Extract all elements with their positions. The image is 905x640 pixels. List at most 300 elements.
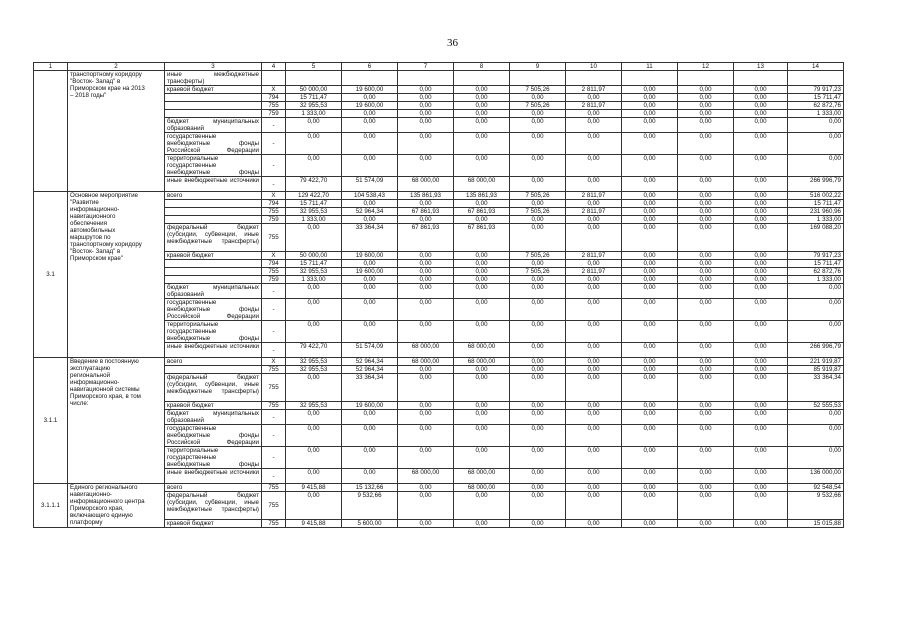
- value-cell: 0,00: [734, 299, 788, 321]
- budget-code-cell: -: [262, 299, 286, 321]
- value-cell: 0,00: [734, 200, 788, 208]
- total-value-cell: 0,00: [788, 284, 844, 299]
- total-value-cell: 79 917,23: [788, 252, 844, 260]
- value-cell: 52 964,34: [342, 366, 398, 374]
- measure-name-line: навигационной системы: [70, 386, 140, 393]
- total-value-cell: 85 919,87: [788, 366, 844, 374]
- value-cell: 68 000,00: [454, 343, 510, 358]
- value-cell: 0,00: [678, 102, 734, 110]
- total-value-cell: 15 711,47: [788, 260, 844, 268]
- value-cell: 51 574,09: [342, 177, 398, 192]
- value-cell: 0,00: [510, 284, 566, 299]
- value-cell: 0,00: [678, 366, 734, 374]
- value-cell: 0,00: [510, 366, 566, 374]
- value-cell: 0,00: [566, 224, 622, 252]
- value-cell: 0,00: [510, 276, 566, 284]
- budget-code-cell: [262, 71, 286, 86]
- budget-code-cell: 755: [262, 374, 286, 402]
- funding-source-cell: бюджет муниципальных образований: [165, 118, 262, 133]
- value-cell: 2 811,97: [566, 86, 622, 94]
- value-cell: 32 955,53: [286, 268, 342, 276]
- value-cell: 68 000,00: [454, 358, 510, 366]
- budget-code-cell: -: [262, 410, 286, 425]
- budget-code-cell: 755: [262, 366, 286, 374]
- value-cell: 0,00: [454, 155, 510, 177]
- measure-name-line: транспортному коридору: [70, 71, 142, 78]
- value-cell: 0,00: [286, 284, 342, 299]
- value-cell: 0,00: [398, 520, 454, 528]
- value-cell: 0,00: [734, 469, 788, 484]
- value-cell: [454, 71, 510, 86]
- value-cell: 135 861,93: [398, 192, 454, 200]
- value-cell: 0,00: [678, 224, 734, 252]
- value-cell: 0,00: [622, 155, 678, 177]
- value-cell: 0,00: [454, 110, 510, 118]
- value-cell: 0,00: [286, 492, 342, 520]
- value-cell: 0,00: [510, 155, 566, 177]
- value-cell: 0,00: [398, 216, 454, 224]
- value-cell: 0,00: [454, 425, 510, 447]
- value-cell: 0,00: [622, 469, 678, 484]
- value-cell: 0,00: [342, 299, 398, 321]
- value-cell: 0,00: [734, 177, 788, 192]
- value-cell: 0,00: [678, 410, 734, 425]
- value-cell: 0,00: [342, 94, 398, 102]
- value-cell: 0,00: [398, 252, 454, 260]
- value-cell: 51 574,09: [342, 343, 398, 358]
- value-cell: 0,00: [678, 200, 734, 208]
- value-cell: 0,00: [734, 208, 788, 216]
- total-value-cell: 266 996,79: [788, 177, 844, 192]
- value-cell: 0,00: [566, 276, 622, 284]
- value-cell: 0,00: [678, 252, 734, 260]
- value-cell: 0,00: [454, 118, 510, 133]
- measure-name-line: Приморского края,: [70, 505, 124, 512]
- column-number-header: 4: [262, 63, 286, 71]
- value-cell: 0,00: [398, 260, 454, 268]
- value-cell: 135 861,93: [454, 192, 510, 200]
- measure-name-line: Единого регионального: [70, 484, 138, 491]
- value-cell: 0,00: [678, 260, 734, 268]
- budget-code-cell: 755: [262, 402, 286, 410]
- value-cell: 67 861,93: [454, 208, 510, 216]
- value-cell: 0,00: [678, 86, 734, 94]
- value-cell: 0,00: [398, 321, 454, 343]
- value-cell: 0,00: [678, 469, 734, 484]
- funding-source-cell: [165, 208, 262, 216]
- value-cell: 0,00: [286, 155, 342, 177]
- value-cell: 0,00: [510, 200, 566, 208]
- total-value-cell: 516 002,22: [788, 192, 844, 200]
- value-cell: 0,00: [734, 86, 788, 94]
- funding-source-cell: федеральный бюджет (субсидии, субвенции, иные межбюджетные трансферты): [165, 224, 262, 252]
- value-cell: 0,00: [398, 86, 454, 94]
- value-cell: 0,00: [678, 208, 734, 216]
- value-cell: 0,00: [622, 224, 678, 252]
- value-cell: 0,00: [734, 366, 788, 374]
- value-cell: 0,00: [622, 343, 678, 358]
- value-cell: 0,00: [510, 110, 566, 118]
- value-cell: 0,00: [566, 118, 622, 133]
- funding-source-cell: государственные внебюджетные фонды Российской Федерации: [165, 425, 262, 447]
- value-cell: 0,00: [622, 216, 678, 224]
- value-cell: 0,00: [678, 299, 734, 321]
- value-cell: 0,00: [342, 469, 398, 484]
- value-cell: 7 505,26: [510, 252, 566, 260]
- funding-source-cell: всего: [165, 192, 262, 200]
- value-cell: 0,00: [454, 321, 510, 343]
- column-number-header: 14: [788, 63, 844, 71]
- value-cell: 0,00: [678, 520, 734, 528]
- value-cell: 0,00: [678, 343, 734, 358]
- value-cell: 0,00: [622, 133, 678, 155]
- total-value-cell: 0,00: [788, 118, 844, 133]
- column-number-header: 9: [510, 63, 566, 71]
- budget-code-cell: X: [262, 358, 286, 366]
- total-value-cell: 136 000,00: [788, 469, 844, 484]
- value-cell: 68 000,00: [454, 177, 510, 192]
- value-cell: 0,00: [342, 410, 398, 425]
- measure-name-line: информационного центра: [70, 498, 145, 505]
- value-cell: 0,00: [678, 110, 734, 118]
- funding-source-cell: [165, 102, 262, 110]
- measure-name-line: навигационно-: [70, 491, 112, 498]
- funding-source-cell: [165, 268, 262, 276]
- value-cell: 0,00: [510, 343, 566, 358]
- value-cell: 0,00: [510, 321, 566, 343]
- value-cell: 0,00: [342, 276, 398, 284]
- value-cell: 7 505,26: [510, 208, 566, 216]
- value-cell: 0,00: [286, 447, 342, 469]
- value-cell: 15 711,47: [286, 200, 342, 208]
- budget-code-cell: -: [262, 177, 286, 192]
- value-cell: 0,00: [566, 492, 622, 520]
- value-cell: [398, 71, 454, 86]
- value-cell: 0,00: [678, 276, 734, 284]
- value-cell: 0,00: [510, 520, 566, 528]
- value-cell: 32 955,53: [286, 402, 342, 410]
- value-cell: 0,00: [454, 284, 510, 299]
- value-cell: 0,00: [454, 216, 510, 224]
- funding-source-cell: [165, 260, 262, 268]
- value-cell: 1 333,00: [286, 276, 342, 284]
- value-cell: 0,00: [566, 343, 622, 358]
- value-cell: 0,00: [566, 402, 622, 410]
- column-number-header: 13: [734, 63, 788, 71]
- value-cell: 0,00: [510, 425, 566, 447]
- value-cell: 0,00: [734, 484, 788, 492]
- value-cell: 0,00: [678, 133, 734, 155]
- value-cell: 0,00: [622, 425, 678, 447]
- funding-source-cell: [165, 110, 262, 118]
- value-cell: 15 711,47: [286, 260, 342, 268]
- funding-source-cell: государственные внебюджетные фонды Российской Федерации: [165, 133, 262, 155]
- header-row: [34, 63, 844, 71]
- funding-source-cell: [165, 366, 262, 374]
- measure-name-cell: [68, 358, 165, 484]
- total-value-cell: 79 917,23: [788, 86, 844, 94]
- value-cell: 0,00: [510, 299, 566, 321]
- value-cell: 0,00: [398, 410, 454, 425]
- measure-name-line: эксплуатацию: [70, 365, 111, 372]
- value-cell: 0,00: [566, 425, 622, 447]
- value-cell: 0,00: [510, 260, 566, 268]
- value-cell: 0,00: [734, 321, 788, 343]
- total-value-cell: 266 996,79: [788, 343, 844, 358]
- value-cell: 2 811,97: [566, 208, 622, 216]
- value-cell: 1 333,00: [286, 110, 342, 118]
- funding-source-cell: [165, 216, 262, 224]
- budget-code-cell: -: [262, 469, 286, 484]
- value-cell: 0,00: [734, 252, 788, 260]
- value-cell: 0,00: [622, 520, 678, 528]
- value-cell: 0,00: [678, 118, 734, 133]
- value-cell: 0,00: [286, 224, 342, 252]
- value-cell: 0,00: [342, 155, 398, 177]
- value-cell: 0,00: [454, 133, 510, 155]
- column-number-header: 7: [398, 63, 454, 71]
- value-cell: 0,00: [454, 252, 510, 260]
- measure-name-line: Приморском крае": [70, 255, 123, 262]
- measure-name-line: "Развитие: [70, 199, 99, 206]
- measure-name-line: "Восток- Запад" в: [70, 248, 121, 255]
- value-cell: 0,00: [622, 118, 678, 133]
- value-cell: 0,00: [342, 425, 398, 447]
- budget-code-cell: 759: [262, 216, 286, 224]
- value-cell: 0,00: [286, 118, 342, 133]
- value-cell: 0,00: [398, 110, 454, 118]
- value-cell: 0,00: [678, 492, 734, 520]
- value-cell: 0,00: [566, 216, 622, 224]
- value-cell: 1 333,00: [286, 216, 342, 224]
- value-cell: 0,00: [342, 110, 398, 118]
- value-cell: 0,00: [622, 208, 678, 216]
- value-cell: 0,00: [566, 299, 622, 321]
- value-cell: 0,00: [510, 94, 566, 102]
- value-cell: 0,00: [398, 276, 454, 284]
- value-cell: 0,00: [398, 402, 454, 410]
- value-cell: 0,00: [454, 94, 510, 102]
- value-cell: 0,00: [342, 447, 398, 469]
- budget-code-cell: 794: [262, 94, 286, 102]
- value-cell: 0,00: [678, 177, 734, 192]
- value-cell: 0,00: [622, 177, 678, 192]
- total-value-cell: 1 333,00: [788, 276, 844, 284]
- value-cell: 0,00: [622, 260, 678, 268]
- value-cell: 0,00: [622, 102, 678, 110]
- measure-name-line: автомобильных: [70, 227, 116, 234]
- value-cell: 0,00: [454, 492, 510, 520]
- value-cell: 0,00: [734, 447, 788, 469]
- funding-source-cell: иные внебюджетные источники: [165, 177, 262, 192]
- total-value-cell: 0,00: [788, 155, 844, 177]
- value-cell: 0,00: [678, 402, 734, 410]
- value-cell: 0,00: [398, 268, 454, 276]
- value-cell: 0,00: [734, 284, 788, 299]
- value-cell: 9 415,88: [286, 484, 342, 492]
- value-cell: 0,00: [510, 492, 566, 520]
- value-cell: 0,00: [398, 366, 454, 374]
- value-cell: 0,00: [510, 216, 566, 224]
- total-value-cell: 0,00: [788, 447, 844, 469]
- funding-source-cell: территориальные государственные внебюджетные фонды: [165, 321, 262, 343]
- funding-source-cell: бюджет муниципальных образований: [165, 284, 262, 299]
- value-cell: 0,00: [622, 358, 678, 366]
- budget-code-cell: 755: [262, 208, 286, 216]
- measure-name-line: маршрутов по: [70, 234, 111, 241]
- value-cell: 0,00: [622, 402, 678, 410]
- value-cell: 0,00: [678, 358, 734, 366]
- value-cell: 0,00: [342, 200, 398, 208]
- value-cell: 52 964,34: [342, 208, 398, 216]
- value-cell: 15 711,47: [286, 94, 342, 102]
- funding-source-cell: территориальные государственные внебюджетные фонды: [165, 447, 262, 469]
- value-cell: 0,00: [454, 520, 510, 528]
- value-cell: 0,00: [734, 94, 788, 102]
- value-cell: 0,00: [510, 133, 566, 155]
- value-cell: 0,00: [622, 94, 678, 102]
- value-cell: 0,00: [734, 402, 788, 410]
- value-cell: 32 955,53: [286, 358, 342, 366]
- column-number-header: 10: [566, 63, 622, 71]
- total-value-cell: 15 711,47: [788, 200, 844, 208]
- measure-name-line: транспортному коридору: [70, 241, 142, 248]
- value-cell: 0,00: [622, 284, 678, 299]
- value-cell: 0,00: [510, 484, 566, 492]
- funding-source-cell: всего: [165, 358, 262, 366]
- total-value-cell: 1 333,00: [788, 110, 844, 118]
- value-cell: 2 811,97: [566, 192, 622, 200]
- funding-source-cell: территориальные государственные внебюджетные фонды: [165, 155, 262, 177]
- budget-code-cell: X: [262, 252, 286, 260]
- value-cell: 7 505,26: [510, 102, 566, 110]
- value-cell: 33 364,34: [342, 224, 398, 252]
- value-cell: 0,00: [286, 374, 342, 402]
- value-cell: 0,00: [678, 94, 734, 102]
- table-row: [34, 358, 844, 366]
- value-cell: 0,00: [566, 484, 622, 492]
- value-cell: 2 811,97: [566, 102, 622, 110]
- value-cell: 0,00: [454, 86, 510, 94]
- funding-source-cell: [165, 276, 262, 284]
- total-value-cell: 92 548,54: [788, 484, 844, 492]
- budget-code-cell: 755: [262, 268, 286, 276]
- value-cell: 0,00: [454, 260, 510, 268]
- measure-name-cell: [68, 484, 165, 528]
- value-cell: 0,00: [566, 447, 622, 469]
- value-cell: 0,00: [678, 484, 734, 492]
- value-cell: 68 000,00: [398, 469, 454, 484]
- funding-source-cell: [165, 94, 262, 102]
- value-cell: 79 422,70: [286, 343, 342, 358]
- value-cell: 0,00: [734, 520, 788, 528]
- value-cell: 32 955,53: [286, 366, 342, 374]
- value-cell: 0,00: [622, 110, 678, 118]
- value-cell: 0,00: [454, 410, 510, 425]
- value-cell: 0,00: [398, 374, 454, 402]
- value-cell: 0,00: [454, 374, 510, 402]
- budget-code-cell: -: [262, 321, 286, 343]
- value-cell: 0,00: [734, 374, 788, 402]
- budget-code-cell: 755: [262, 224, 286, 252]
- value-cell: 0,00: [454, 402, 510, 410]
- value-cell: 19 600,00: [342, 268, 398, 276]
- measure-name-line: включающего единую: [70, 512, 133, 519]
- funding-source-cell: иные межбюджетные трансферты): [165, 71, 262, 86]
- value-cell: 0,00: [734, 260, 788, 268]
- budget-code-cell: X: [262, 86, 286, 94]
- total-value-cell: 231 960,96: [788, 208, 844, 216]
- value-cell: 0,00: [398, 447, 454, 469]
- value-cell: 0,00: [734, 102, 788, 110]
- value-cell: [734, 71, 788, 86]
- total-value-cell: [788, 71, 844, 86]
- value-cell: 68 000,00: [398, 177, 454, 192]
- budget-code-cell: 755: [262, 492, 286, 520]
- value-cell: 67 861,93: [454, 224, 510, 252]
- value-cell: 50 000,00: [286, 86, 342, 94]
- column-number-header: 2: [68, 63, 165, 71]
- value-cell: 0,00: [510, 447, 566, 469]
- funding-source-cell: федеральный бюджет (субсидии, субвенции, иные межбюджетные трансферты): [165, 374, 262, 402]
- value-cell: 7 505,26: [510, 268, 566, 276]
- value-cell: 0,00: [454, 447, 510, 469]
- measure-name-line: платформу: [70, 519, 103, 526]
- total-value-cell: 1 333,00: [788, 216, 844, 224]
- value-cell: 0,00: [510, 177, 566, 192]
- page-number: 36: [447, 37, 458, 49]
- total-value-cell: 0,00: [788, 321, 844, 343]
- value-cell: 7 505,26: [510, 86, 566, 94]
- value-cell: 7 505,26: [510, 192, 566, 200]
- table-row: [34, 71, 844, 86]
- value-cell: 0,00: [398, 133, 454, 155]
- value-cell: 0,00: [510, 410, 566, 425]
- value-cell: 0,00: [678, 425, 734, 447]
- value-cell: 0,00: [342, 133, 398, 155]
- value-cell: 0,00: [342, 284, 398, 299]
- total-value-cell: 62 872,76: [788, 268, 844, 276]
- value-cell: 0,00: [286, 321, 342, 343]
- measure-name-line: Приморского края, в том: [70, 393, 141, 400]
- value-cell: 0,00: [398, 299, 454, 321]
- funding-source-cell: всего: [165, 484, 262, 492]
- funding-source-cell: краевой бюджет: [165, 520, 262, 528]
- value-cell: 0,00: [678, 155, 734, 177]
- measure-name-line: региональной: [70, 372, 111, 379]
- value-cell: 0,00: [678, 216, 734, 224]
- value-cell: 0,00: [566, 366, 622, 374]
- value-cell: 0,00: [734, 155, 788, 177]
- value-cell: 0,00: [342, 321, 398, 343]
- value-cell: 0,00: [454, 276, 510, 284]
- total-value-cell: 0,00: [788, 299, 844, 321]
- value-cell: 68 000,00: [398, 358, 454, 366]
- value-cell: 50 000,00: [286, 252, 342, 260]
- measure-name-line: Приморском крае на 2013: [70, 85, 145, 92]
- funding-source-cell: [165, 200, 262, 208]
- value-cell: 0,00: [454, 200, 510, 208]
- value-cell: 0,00: [566, 155, 622, 177]
- budget-code-cell: 755: [262, 520, 286, 528]
- value-cell: 0,00: [286, 425, 342, 447]
- value-cell: 0,00: [622, 192, 678, 200]
- value-cell: 0,00: [398, 155, 454, 177]
- value-cell: 0,00: [622, 484, 678, 492]
- value-cell: 0,00: [398, 102, 454, 110]
- value-cell: 32 955,53: [286, 208, 342, 216]
- budget-code-cell: 759: [262, 110, 286, 118]
